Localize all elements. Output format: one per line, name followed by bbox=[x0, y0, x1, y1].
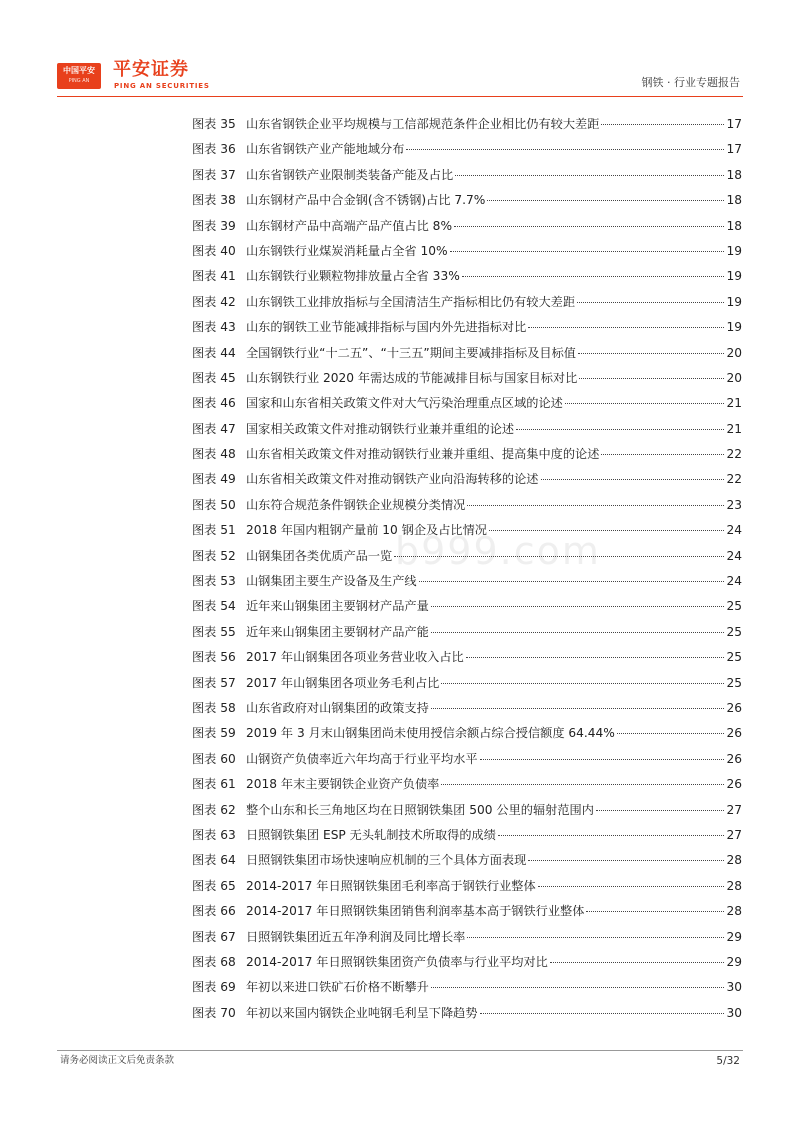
figure-title: 山东钢铁工业排放指标与全国清洁生产指标相比仍有较大差距 bbox=[246, 294, 576, 309]
figure-label: 图表 64 bbox=[192, 853, 236, 868]
toc-entry[interactable] bbox=[192, 975, 742, 1000]
figure-title: 2017 年山钢集团各项业务营业收入占比 bbox=[246, 650, 464, 665]
figure-title: 山东钢材产品中高端产品产值占比 8% bbox=[246, 218, 453, 233]
figure-title: 山钢集团主要生产设备及生产线 bbox=[246, 574, 417, 589]
figure-page-number: 18 bbox=[726, 218, 742, 233]
figure-label: 图表 37 bbox=[192, 167, 236, 182]
figure-title: 山东省政府对山钢集团的政策支持 bbox=[246, 700, 429, 715]
figure-title: 全国钢铁行业“十二五”、“十三五”期间主要减排指标及目标值 bbox=[246, 345, 576, 360]
dot-leader bbox=[586, 911, 724, 912]
dot-leader bbox=[419, 581, 725, 582]
figure-page-number: 18 bbox=[726, 193, 742, 208]
figure-title: 国家和山东省相关政策文件对大气污染治理重点区域的论述 bbox=[246, 396, 563, 411]
dot-leader bbox=[516, 429, 724, 430]
figure-title: 2014-2017 年日照钢铁集团销售利润率基本高于钢铁行业整体 bbox=[246, 904, 585, 919]
toc-entry[interactable] bbox=[192, 366, 742, 391]
dot-leader bbox=[601, 454, 724, 455]
figure-label: 图表 54 bbox=[192, 599, 236, 614]
figure-page-number: 24 bbox=[726, 523, 742, 538]
figure-label: 图表 35 bbox=[192, 117, 236, 131]
figure-page-number: 19 bbox=[726, 269, 742, 284]
toc-entry[interactable] bbox=[192, 569, 742, 594]
figure-page-number: 26 bbox=[726, 726, 742, 741]
page-header bbox=[0, 0, 800, 100]
logo-primary-text: 中国平安 bbox=[63, 66, 95, 75]
toc-entry[interactable] bbox=[192, 823, 742, 848]
figure-label: 图表 52 bbox=[192, 548, 236, 563]
dot-leader bbox=[450, 251, 725, 252]
figure-page-number: 29 bbox=[726, 929, 742, 944]
brand-name: 平安证券 bbox=[113, 59, 189, 80]
figure-page-number: 21 bbox=[726, 421, 742, 436]
dot-leader bbox=[565, 403, 725, 404]
figure-title: 国家相关政策文件对推动钢铁行业兼并重组的论述 bbox=[246, 421, 515, 436]
figure-title: 近年来山钢集团主要钢材产品产量 bbox=[246, 599, 429, 614]
toc-entry[interactable] bbox=[192, 1001, 742, 1026]
figure-title: 2018 年末主要钢铁企业资产负债率 bbox=[246, 777, 440, 792]
dot-leader bbox=[528, 860, 724, 861]
figure-label: 图表 39 bbox=[192, 218, 236, 233]
figure-page-number: 22 bbox=[726, 447, 742, 462]
figure-title: 山东省相关政策文件对推动钢铁产业向沿海转移的论述 bbox=[246, 472, 539, 487]
figure-page-number: 19 bbox=[726, 243, 742, 258]
figure-page-number: 23 bbox=[726, 497, 742, 512]
figure-page-number: 17 bbox=[726, 142, 742, 157]
disclaimer-notice: 请务必阅读正文后免责条款 bbox=[60, 1055, 175, 1066]
figure-page-number: 17 bbox=[726, 117, 742, 131]
figure-label: 图表 58 bbox=[192, 700, 236, 715]
dot-leader bbox=[406, 149, 724, 150]
dot-leader bbox=[579, 378, 724, 379]
report-type: 钢铁 · 行业专题报告 bbox=[641, 76, 740, 89]
figure-page-number: 24 bbox=[726, 574, 742, 589]
dot-leader bbox=[596, 810, 725, 811]
figure-page-number: 22 bbox=[726, 472, 742, 487]
toc-entry[interactable] bbox=[192, 341, 742, 366]
dot-leader bbox=[431, 632, 725, 633]
figure-title: 2018 年国内粗钢产量前 10 钢企及占比情况 bbox=[246, 523, 487, 538]
figure-label: 图表 47 bbox=[192, 421, 236, 436]
figure-page-number: 19 bbox=[726, 294, 742, 309]
figure-title: 山东符合规范条件钢铁企业规模分类情况 bbox=[246, 497, 466, 512]
figure-title: 2019 年 3 月末山钢集团尚未使用授信余额占综合授信额度 64.44% bbox=[246, 726, 615, 741]
toc-entry[interactable] bbox=[192, 315, 742, 340]
toc-entry[interactable] bbox=[192, 848, 742, 873]
toc-entry[interactable] bbox=[192, 671, 742, 696]
figure-page-number: 20 bbox=[726, 345, 742, 360]
figure-label: 图表 57 bbox=[192, 675, 236, 690]
page-number: 5/32 bbox=[716, 1055, 740, 1067]
watermark: b999.com bbox=[395, 529, 601, 573]
dot-leader bbox=[498, 835, 725, 836]
figure-title: 山东钢铁行业颗粒物排放量占全省 33% bbox=[246, 269, 460, 284]
footer-divider bbox=[57, 1050, 743, 1051]
figure-page-number: 28 bbox=[726, 878, 742, 893]
figure-label: 图表 56 bbox=[192, 650, 236, 665]
figure-title: 山东省钢铁产业限制类装备产能及占比 bbox=[246, 167, 454, 182]
toc-entry[interactable] bbox=[192, 188, 742, 213]
figure-title: 山东钢材产品中合金钢(含不锈钢)占比 7.7% bbox=[246, 193, 486, 208]
toc-entry[interactable] bbox=[192, 747, 742, 772]
dot-leader bbox=[431, 708, 725, 709]
toc-entry[interactable] bbox=[192, 137, 742, 162]
dot-leader bbox=[467, 937, 724, 938]
figure-title: 2014-2017 年日照钢铁集团毛利率高于钢铁行业整体 bbox=[246, 878, 536, 893]
figure-page-number: 27 bbox=[726, 827, 742, 842]
dot-leader bbox=[454, 226, 724, 227]
figure-title: 年初以来国内钢铁企业吨钢毛利呈下降趋势 bbox=[246, 1005, 478, 1020]
figure-label: 图表 68 bbox=[192, 954, 236, 969]
dot-leader bbox=[577, 302, 724, 303]
figure-page-number: 27 bbox=[726, 802, 742, 817]
dot-leader bbox=[462, 276, 725, 277]
toc-entry[interactable] bbox=[192, 112, 742, 137]
toc-entry[interactable] bbox=[192, 772, 742, 797]
dot-leader bbox=[528, 327, 724, 328]
figure-page-number: 26 bbox=[726, 751, 742, 766]
toc-entry[interactable] bbox=[192, 214, 742, 239]
toc-entry[interactable] bbox=[192, 239, 742, 264]
toc-entry[interactable] bbox=[192, 620, 742, 645]
figure-label: 图表 51 bbox=[192, 523, 236, 538]
toc-entry[interactable] bbox=[192, 696, 742, 721]
toc-entry[interactable] bbox=[192, 467, 742, 492]
toc-entry[interactable] bbox=[192, 899, 742, 924]
figure-page-number: 29 bbox=[726, 954, 742, 969]
figure-title: 日照钢铁集团 ESP 无头轧制技术所取得的成绩 bbox=[246, 827, 496, 842]
figure-title: 山钢集团各类优质产品一览 bbox=[246, 548, 393, 563]
figure-label: 图表 42 bbox=[192, 294, 236, 309]
figure-page-number: 21 bbox=[726, 396, 742, 411]
toc-entry[interactable] bbox=[192, 264, 742, 289]
figure-label: 图表 41 bbox=[192, 269, 236, 284]
figure-title: 近年来山钢集团主要钢材产品产能 bbox=[246, 624, 429, 639]
figure-label: 图表 61 bbox=[192, 777, 236, 792]
figure-page-number: 24 bbox=[726, 548, 742, 563]
figure-title: 2014-2017 年日照钢铁集团资产负债率与行业平均对比 bbox=[246, 954, 548, 969]
figure-label: 图表 63 bbox=[192, 827, 236, 842]
figure-page-number: 30 bbox=[726, 1005, 742, 1020]
figure-page-number: 20 bbox=[726, 370, 742, 385]
brand-name-en: PING AN SECURITIES bbox=[114, 82, 210, 90]
figure-title: 2017 年山钢集团各项业务毛利占比 bbox=[246, 675, 440, 690]
dot-leader bbox=[541, 479, 725, 480]
figure-label: 图表 55 bbox=[192, 624, 236, 639]
toc-entry[interactable] bbox=[192, 874, 742, 899]
dot-leader bbox=[431, 987, 725, 988]
toc-entry[interactable] bbox=[192, 721, 742, 746]
figure-page-number: 30 bbox=[726, 980, 742, 995]
figure-page-number: 19 bbox=[726, 320, 742, 335]
dot-leader bbox=[487, 200, 724, 201]
figure-label: 图表 40 bbox=[192, 243, 236, 258]
dot-leader bbox=[550, 962, 725, 963]
figure-page-number: 28 bbox=[726, 853, 742, 868]
figure-label: 图表 38 bbox=[192, 193, 236, 208]
figure-page-number: 25 bbox=[726, 624, 742, 639]
figure-title: 山钢资产负债率近六年均高于行业平均水平 bbox=[246, 751, 478, 766]
figure-title: 整个山东和长三角地区均在日照钢铁集团 500 公里的辐射范围内 bbox=[246, 802, 594, 817]
dot-leader bbox=[601, 124, 724, 125]
figure-title: 日照钢铁集团近五年净利润及同比增长率 bbox=[246, 929, 466, 944]
figure-label: 图表 53 bbox=[192, 574, 236, 589]
figure-label: 图表 50 bbox=[192, 497, 236, 512]
dot-leader bbox=[431, 606, 725, 607]
header-divider bbox=[57, 96, 743, 97]
dot-leader bbox=[578, 353, 725, 354]
figure-page-number: 25 bbox=[726, 650, 742, 665]
logo-secondary-text: PING AN bbox=[68, 78, 90, 84]
dot-leader bbox=[489, 530, 725, 531]
dot-leader bbox=[455, 175, 724, 176]
figure-page-number: 25 bbox=[726, 599, 742, 614]
dot-leader bbox=[480, 759, 725, 760]
figure-label: 图表 45 bbox=[192, 370, 236, 385]
figure-label: 图表 69 bbox=[192, 980, 236, 995]
figure-label: 图表 46 bbox=[192, 396, 236, 411]
toc-entry[interactable] bbox=[192, 493, 742, 518]
figure-title: 山东省相关政策文件对推动钢铁行业兼并重组、提高集中度的论述 bbox=[246, 447, 600, 462]
figure-label: 图表 44 bbox=[192, 345, 236, 360]
figure-page-number: 26 bbox=[726, 700, 742, 715]
toc-entry[interactable] bbox=[192, 290, 742, 315]
dot-leader bbox=[538, 886, 725, 887]
figure-label: 图表 62 bbox=[192, 802, 236, 817]
pingan-logo-icon bbox=[57, 63, 101, 89]
toc-entry[interactable] bbox=[192, 518, 742, 543]
figure-label: 图表 48 bbox=[192, 447, 236, 462]
figure-title: 山东的钢铁工业节能减排指标与国内外先进指标对比 bbox=[246, 320, 527, 335]
dot-leader bbox=[467, 505, 724, 506]
figure-label: 图表 65 bbox=[192, 878, 236, 893]
figure-title: 山东省钢铁产业产能地域分布 bbox=[246, 142, 405, 157]
figure-label: 图表 67 bbox=[192, 929, 236, 944]
figure-label: 图表 59 bbox=[192, 726, 236, 741]
figure-page-number: 25 bbox=[726, 675, 742, 690]
dot-leader bbox=[466, 657, 725, 658]
figure-label: 图表 43 bbox=[192, 320, 236, 335]
toc-entry[interactable] bbox=[192, 798, 742, 823]
figure-page-number: 18 bbox=[726, 167, 742, 182]
figure-title: 年初以来进口铁矿石价格不断攀升 bbox=[246, 980, 429, 995]
figure-title: 山东钢铁行业煤炭消耗量占全省 10% bbox=[246, 243, 448, 258]
dot-leader bbox=[441, 683, 724, 684]
figure-index-list bbox=[192, 112, 742, 1026]
toc-entry[interactable] bbox=[192, 417, 742, 442]
toc-entry[interactable] bbox=[192, 594, 742, 619]
figure-label: 图表 60 bbox=[192, 751, 236, 766]
figure-label: 图表 66 bbox=[192, 904, 236, 919]
dot-leader bbox=[480, 1013, 725, 1014]
dot-leader bbox=[617, 733, 725, 734]
dot-leader bbox=[394, 556, 724, 557]
toc-entry[interactable] bbox=[192, 950, 742, 975]
toc-entry[interactable] bbox=[192, 442, 742, 467]
figure-page-number: 28 bbox=[726, 904, 742, 919]
figure-title: 山东省钢铁企业平均规模与工信部规范条件企业相比仍有较大差距 bbox=[246, 117, 600, 131]
toc-entry[interactable] bbox=[192, 163, 742, 188]
figure-title: 山东钢铁行业 2020 年需达成的节能减排目标与国家目标对比 bbox=[246, 370, 578, 385]
figure-label: 图表 36 bbox=[192, 142, 236, 157]
toc-entry[interactable] bbox=[192, 645, 742, 670]
toc-entry[interactable] bbox=[192, 925, 742, 950]
toc-entry[interactable] bbox=[192, 391, 742, 416]
figure-label: 图表 70 bbox=[192, 1005, 236, 1020]
figure-label: 图表 49 bbox=[192, 472, 236, 487]
figure-page-number: 26 bbox=[726, 777, 742, 792]
figure-title: 日照钢铁集团市场快速响应机制的三个具体方面表现 bbox=[246, 853, 527, 868]
dot-leader bbox=[441, 784, 724, 785]
toc-entry[interactable] bbox=[192, 544, 742, 569]
